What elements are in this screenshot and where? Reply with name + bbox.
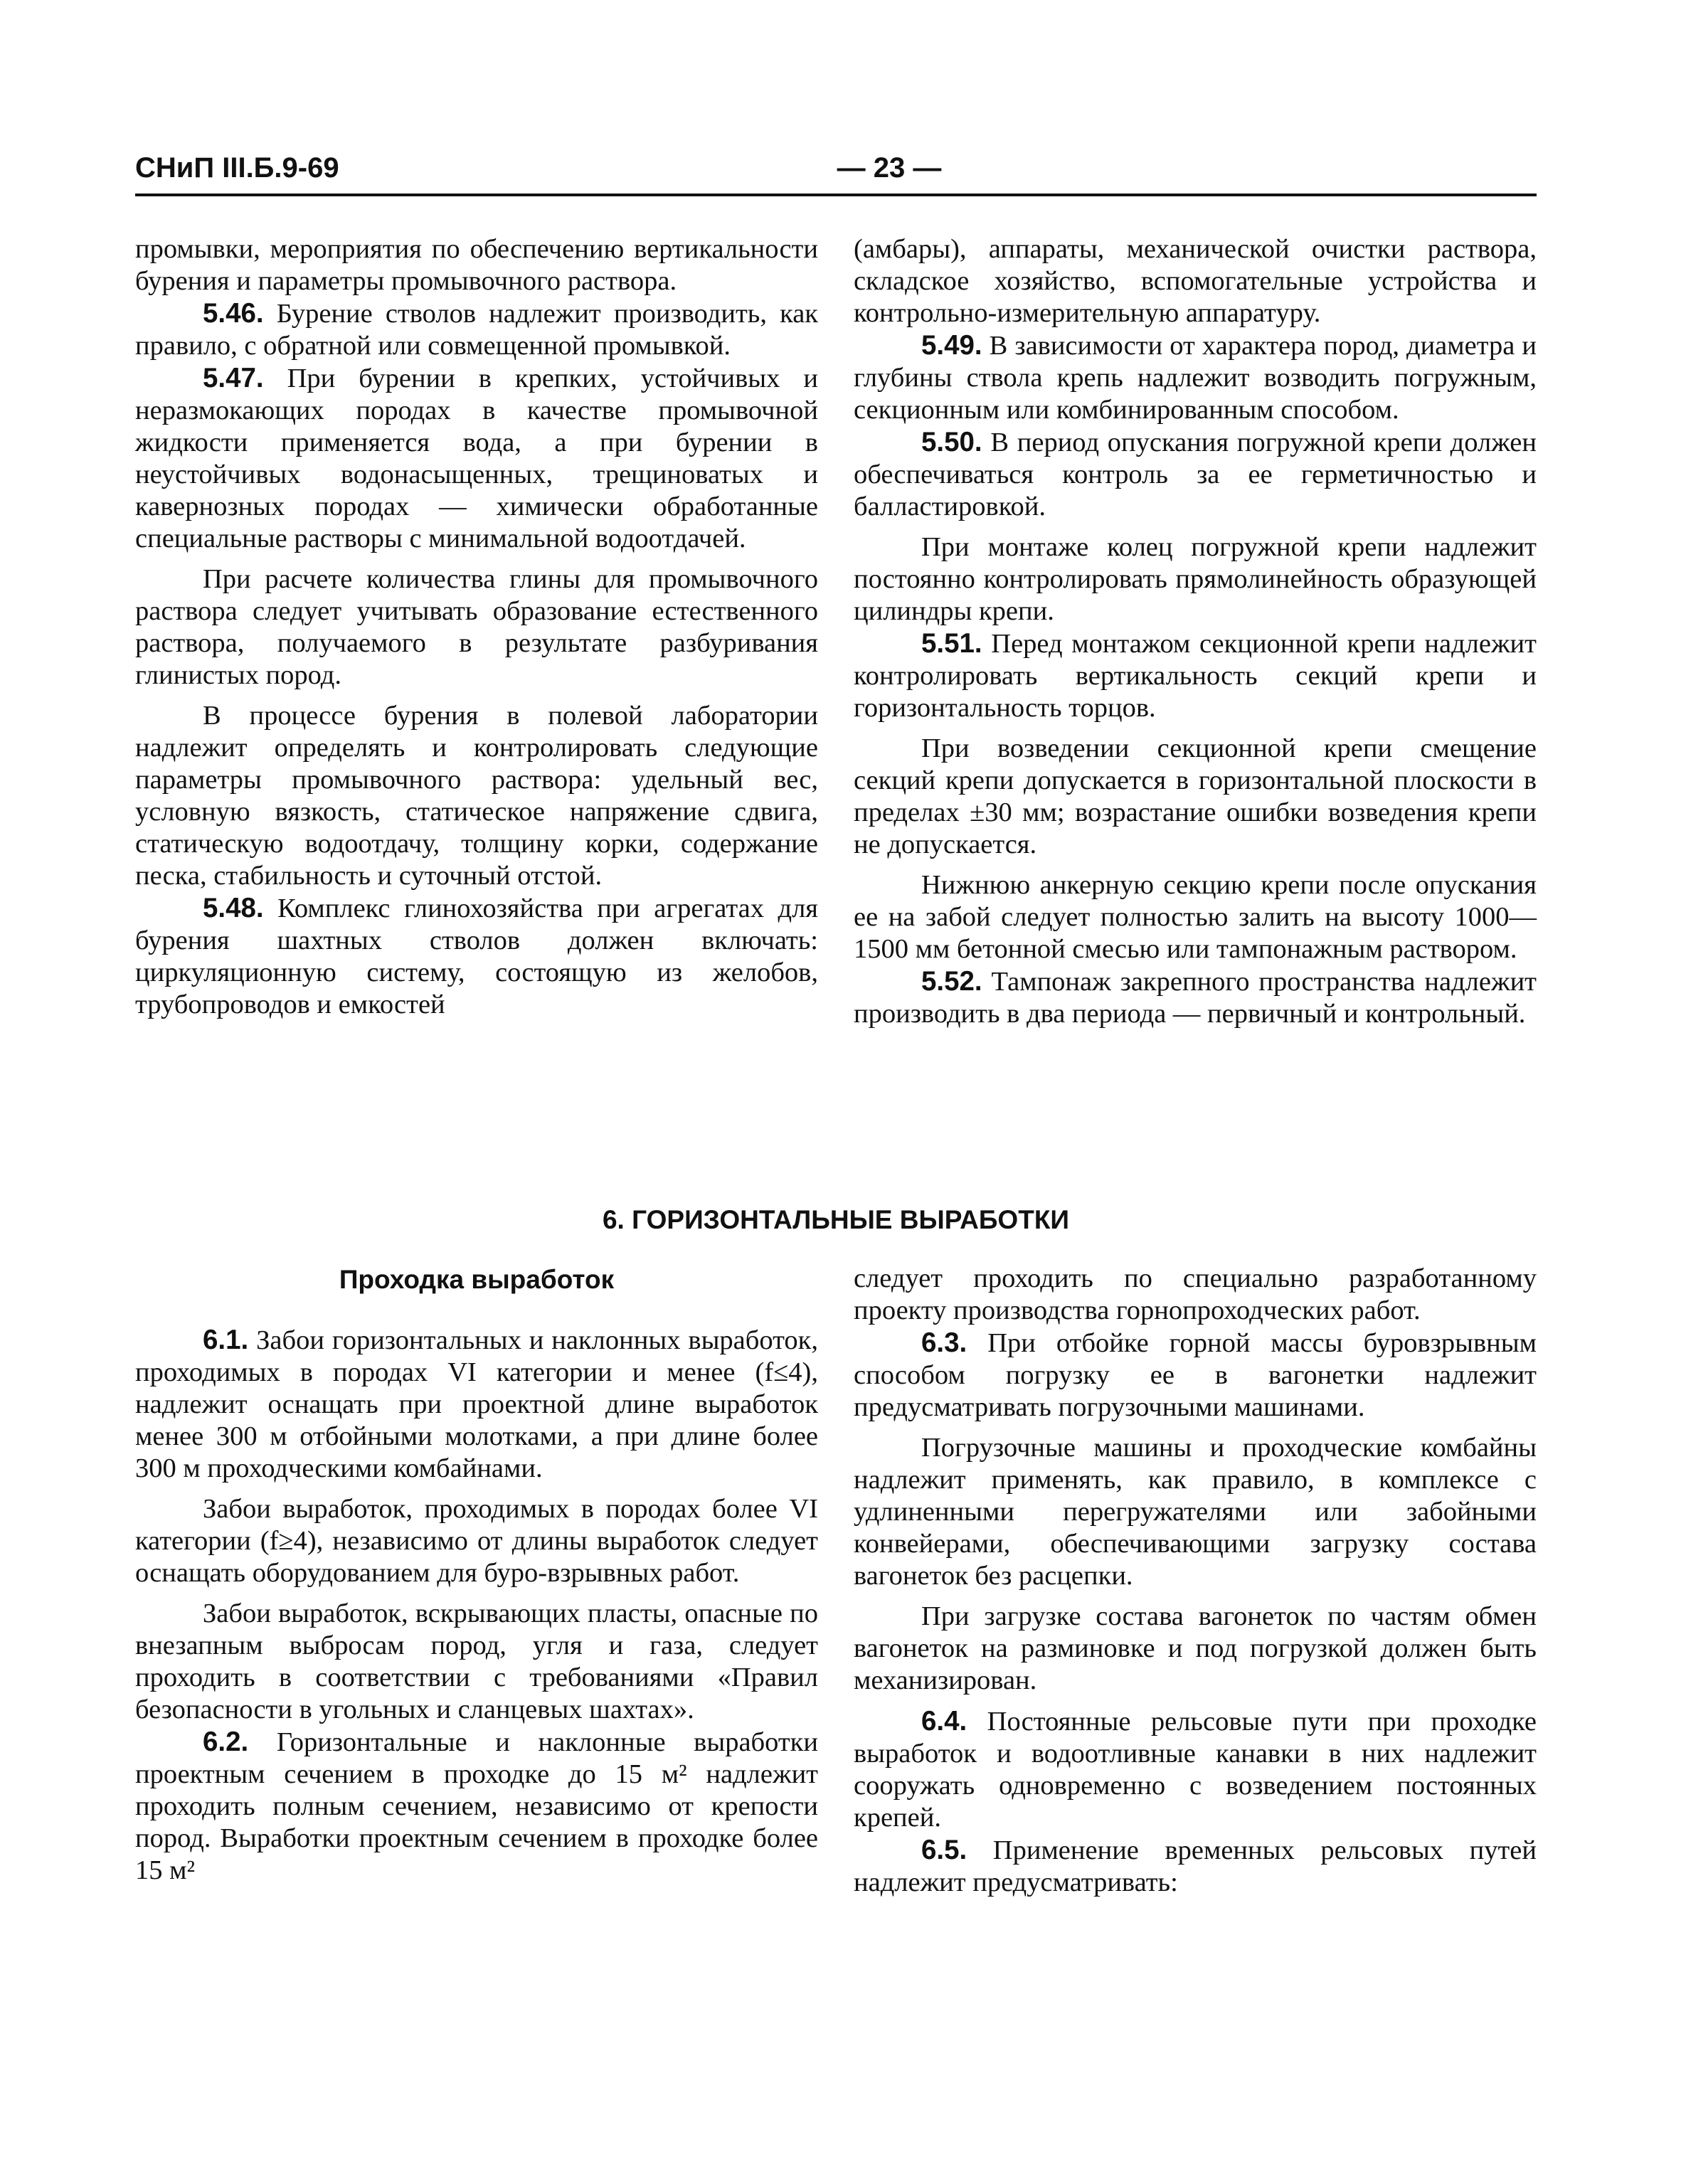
column-top-left (135, 233, 818, 1021)
paragraph: При загрузке состава вагонеток по частям обмен вагонеток на разминовке и под погрузкой должен быть механизирован. (854, 1601, 1537, 1695)
paragraph: Погрузочные машины и проходческие комбайны надлежит применять, как правило, в комплексе с удлиненными перегружателями или забойными конвейерами, обеспечивающими загрузку состава вагонеток без расцепки. (854, 1433, 1537, 1591)
clause-text: Перед монтажом секционной крепи надлежит контролировать вертикальность секций крепи и горизонтальность торцов. (854, 629, 1537, 723)
clause-number: 6.5. (921, 1835, 967, 1865)
clause-number: 6.4. (921, 1706, 967, 1737)
paragraph: (амбары), аппараты, механической очистки раствора, складское хозяйство, вспомогательные устройства и контрольно-измерительную аппаратуру. (854, 234, 1537, 328)
clause-number: 6.1. (203, 1325, 249, 1355)
section-title: 6. ГОРИЗОНТАЛЬНЫЕ ВЫРАБОТКИ (602, 1205, 1069, 1234)
paragraph: Нижнюю анкерную секцию крепи после опускания ее на забой следует полностью залить на высоту 1000—1500 мм бетонной смесью или тампонажным раствором. (854, 870, 1537, 964)
clause-6-2 (135, 1726, 818, 1887)
clause-number: 5.48. (203, 893, 264, 923)
clause-text: Комплекс глинохозяйства при агрегатах для бурения шахтных стволов должен включать: циркуляционную систему, состоящую из желобов, трубопроводов и емкостей (135, 894, 818, 1019)
clause-5-51 (854, 627, 1537, 724)
clause-text: Тампонаж закрепного пространства надлежит производить в два периода — первичный и контрольный. (854, 967, 1537, 1029)
clause-text: Бурение стволов надлежит производить, как правило, с обратной или совмещенной промывкой. (135, 299, 818, 361)
clause-number: 6.2. (203, 1727, 249, 1757)
clause-5-48 (135, 892, 818, 1021)
clause-number: 5.46. (203, 298, 264, 329)
clause-text: Применение временных рельсовых путей надлежит предусматривать: (854, 1835, 1537, 1897)
clause-5-49 (854, 329, 1537, 426)
clause-5-46 (135, 297, 818, 362)
paragraph: промывки, мероприятия по обеспечению вертикальности бурения и параметры промывочного раствора. (135, 234, 818, 296)
clause-number: 6.3. (921, 1327, 967, 1358)
clause-6-1 (135, 1324, 818, 1485)
paragraph: При монтаже колец погружной крепи надлежит постоянно контролировать прямолинейность образующей цилиндры крепи. (854, 532, 1537, 626)
paragraph: В процессе бурения в полевой лаборатории надлежит определять и контролировать следующие параметры промывочного раствора: удельный вес, условную вязкость, статическое напряжение сдвига, статическую водоотдачу, толщину корки, содержание песка, стабильность и суточный отстой. (135, 701, 818, 891)
column-top-right (854, 233, 1537, 1030)
paragraph: Забои выработок, проходимых в породах более VI категории (f≥4), независимо от длины выработок следует оснащать оборудованием для буро-взрывных работ. (135, 1494, 818, 1588)
clause-number: 5.50. (921, 427, 982, 457)
clause-number: 5.52. (921, 966, 982, 997)
header-rule (135, 194, 1537, 196)
page-header (135, 147, 1529, 189)
paragraph: При возведении секционной крепи смещение секций крепи допускается в горизонтальной плоскости в пределах ±30 мм; возрастание ошибки возведения крепи не допускается. (854, 733, 1537, 859)
clause-text: Забои горизонтальных и наклонных выработок, проходимых в породах VI категории и менее (f≤4), надлежит оснащать при проектной длине выработок менее 300 м отбойными молотками, а при длине более 300 м проходческими комбайнами. (135, 1325, 818, 1483)
clause-text: Горизонтальные и наклонные выработки проектным сечением в проходке до 15 м² надлежит проходить полным сечением, независимо от крепости пород. Выработки проектным сечением в проходке более 15 м² (135, 1727, 818, 1885)
paragraph: следует проходить по специально разработанному проекту производства горнопроходческих работ. (854, 1263, 1537, 1325)
clause-5-47 (135, 362, 818, 555)
clause-number: 5.51. (921, 628, 982, 659)
clause-6-3 (854, 1327, 1537, 1424)
clause-text: При бурении в крепких, устойчивых и неразмокающих породах в качестве промывочной жидкости применяется вода, а при бурении в неустойчивых водонасыщенных, трещиноватых и кавернозных породах — химически обработанные специальные растворы с минимальной водоотдачей. (135, 364, 818, 553)
paragraph: Забои выработок, вскрывающих пласты, опасные по внезапным выбросам пород, угля и газа, следует проходить в соответствии с требованиями «Правил безопасности в угольных и сланцевых шахтах». (135, 1599, 818, 1724)
clause-text: В зависимости от характера пород, диаметра и глубины ствола крепь надлежит возводить погружным, секционным или комбинированным способом. (854, 331, 1537, 425)
clause-text: При отбойке горной массы буровзрывным способом погрузку ее в вагонетки надлежит предусматривать погрузочными машинами. (854, 1328, 1537, 1422)
clause-number: 5.49. (921, 330, 982, 361)
clause-text: В период опускания погружной крепи должен обеспечиваться контроль за ее герметичностью и балластировкой. (854, 428, 1537, 521)
document-code: СНиП III.Б.9-69 (135, 152, 339, 184)
clause-6-4 (854, 1705, 1537, 1834)
column-bottom-right (854, 1263, 1537, 1899)
clause-5-52 (854, 965, 1537, 1030)
subsection-title: Проходка выработок (339, 1265, 615, 1294)
clause-text: Постоянные рельсовые пути при проходке выработок и водоотливные канавки в них надлежит сооружать одновременно с возведением постоянных крепей. (854, 1707, 1537, 1833)
page-number: — 23 — (837, 152, 942, 184)
paragraph: При расчете количества глины для промывочного раствора следует учитывать образование естественного раствора, получаемого в результате разбуривания глинистых пород. (135, 564, 818, 690)
column-bottom-left (135, 1263, 818, 1887)
clause-5-50 (854, 426, 1537, 523)
clause-6-5 (854, 1834, 1537, 1899)
clause-number: 5.47. (203, 363, 264, 393)
